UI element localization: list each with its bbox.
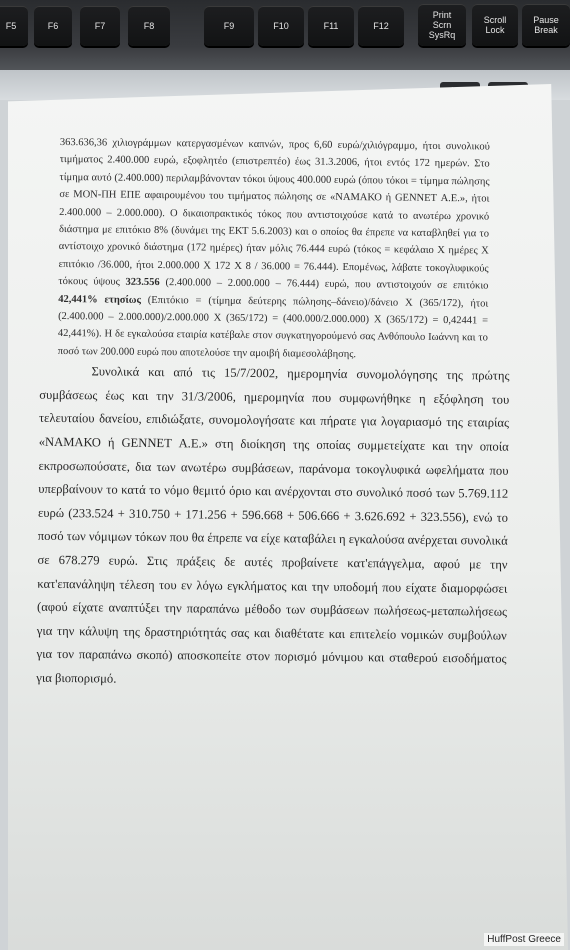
keyboard xyxy=(0,0,570,78)
key-scroll-lock: Scroll Lock xyxy=(472,4,518,46)
key-f5: F5 xyxy=(0,6,28,46)
key-f10: F10 xyxy=(258,6,304,46)
key-f12: F12 xyxy=(358,6,404,46)
key-f9: F9 xyxy=(204,6,254,46)
paragraph-interest-calculation: 363.636,36 χιλιογράμμων κατεργασμένων καπνών, προς 6,60 ευρώ/χιλιόγραμμο, ήτοι συνολικού τιμήματος 2.400.000 ευρώ, εξοφλητέο (επιστρεπτέο) έως 31.3.2006, ήτοι εντός 172 ημερών. Στο τίμημα αυτό (2.400.000) περιλαμβάνονταν τόκοι ύψους 400.000 ευρώ (όπου τόκοι = τίμημα πώλησης σε ΜΟΝ-ΠΗ ΕΠΕ αφαιρουμένου του τιμήματος πώλησης σε «ΝΑΜΑΚΟ ή GENNET Α.Ε.», ήτοι 2.400.000 – 2.000.000). Ο δικαιοπρακτικός τόκος που αντιστοιχούσε κατά το ανωτέρω χρονικό διάστημα με επιτόκιο 8% (δυνάμει της ΕΚΤ 5.6.2003) και ο οποίος θα έπρεπε να καταβληθεί για το αντίστοιχο χρονικό διάστημα (172 ημέρες) ήταν μόλις 76.444 ευρώ (τόκος = κεφάλαιο Χ ημέρες Χ επιτόκιο /36.000, ήτοι 2.000.000 Χ 172 Χ 8 / 36.000 = 76.444). Επομένως, λάβατε τοκογλυφικούς τόκους ύψους 323.556 (2.400.000 – 2.000.000 – 76.444) ευρώ, που αντιστοιχούν σε επιτόκιο 42,441% ετησίως (Επιτόκιο = (τίμημα δεύτερης πώλησης–δάνειο)/δάνειο Χ (365/172), ήτοι (2.400.000 – 2.000.000)/2.000.000 Χ (365/172) = (400.000/2.000.000) Χ (365/172) = 0,42441 = 42,441%). Η δε εγκαλούσα εταιρία κατέβαλε στον συγκατηγορούμενό σας Ανθόπουλο Ιωάννη και το ποσό των 200.000 ευρώ που αποτελούσε την αμοιβή διαμεσολάβησης. xyxy=(57,136,490,360)
key-print-screen: Print Scrn SysRq xyxy=(418,4,466,46)
key-f7: F7 xyxy=(80,6,120,46)
key-pause-break: Pause Break xyxy=(522,4,570,46)
usurious-interest-amount: 323.556 xyxy=(125,276,160,289)
annual-rate: 42,441% ετησίως xyxy=(58,293,141,306)
paragraph-summary: Συνολικά και από τις 15/7/2002, ημερομηνία συνομολόγησης της πρώτης συμβάσεως έως και την 31/3/2006, ημερομηνία που συμφωνήθηκε η εξόφληση του τελευταίου δανείου, επιδιώξατε, συνομολογήσατε και πήρατε για λογαριασμό της εταιρίας «ΝΑΜΑΚΟ ή GENNET Α.Ε.» στη διοίκηση της οποίας συμμετείχατε και την οποία εκπροσωπούσατε, δια των ανωτέρω συμβάσεων, παράνομα τοκογλυφικά ωφελήματα που υπερβαίνουν το κατά το νόμο θεμιτό όριο και ανέρχονται στο συνολικό ποσό των 5.769.112 ευρώ (233.524 + 310.750 + 171.256 + 596.668 + 506.666 + 3.626.692 + 323.556), ενώ το ποσό των νόμιμων τόκων που θα έπρεπε να είχε καταβάλει η εγκαλούσα ανέρχεται συνολικά σε 678.279 ευρώ. Στις πράξεις δε αυτές προβαίνετε κατ'επάγγελμα, αφού με την κατ'επανάληψη τέλεση του εν λόγω εγκλήματος και την υποδομή που είχατε διαμορφώσει (αφού είχατε αναπτύξει την παραπάνω μέθοδο των συμβάσεων πωλήσεως-μεταπωλήσεως για την κάλυψη της δραστηριότητάς σας και διαθέτατε και επιτελείο νομικών συμβούλων για τον παραπάνω σκοπό) αποσκοπείτε στον πορισμό μόνιμου και σταθερού εισοδήματος για βιοπορισμό. xyxy=(36,364,510,686)
key-f8: F8 xyxy=(128,6,170,46)
document-text xyxy=(36,134,510,695)
key-f11: F11 xyxy=(308,6,354,46)
watermark: HuffPost Greece xyxy=(484,933,564,946)
key-f6: F6 xyxy=(34,6,72,46)
